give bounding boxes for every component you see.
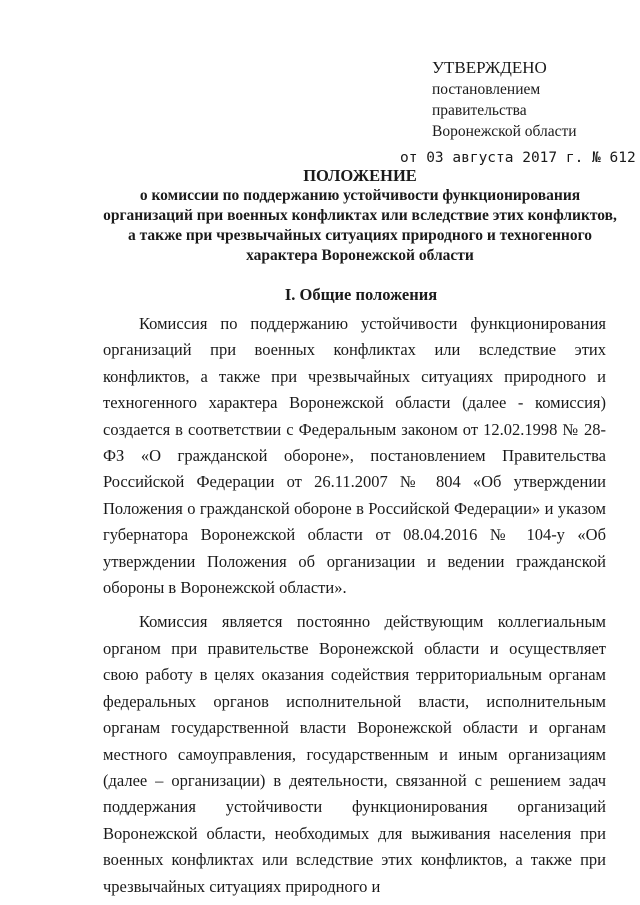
approval-line-2: правительства xyxy=(432,102,527,119)
approval-line-3: Воронежской области xyxy=(432,123,577,140)
approval-heading: УТВЕРЖДЕНО xyxy=(432,58,547,77)
document-title xyxy=(100,166,620,266)
paragraph-1: Комиссия по поддержанию устойчивости функционирования организаций при военных конфликтах или вследствие этих конфликтов, а также при чрезвычайных ситуациях природного и техногенного характера Воронежской области (далее - комиссия) создается в соответствии с Федеральным законом от 12.02.1998 № 28-ФЗ «О гражданской обороне», постановлением Правительства Российской Федерации от 26.11.2007 № 804 «Об утверждении Положения о гражданской обороне в Российской Федерации» и указом губернатора Воронежской области от 08.04.2016 № 104-у «Об утверждении Положения об организации и ведении гражданской обороны в Воронежской области». xyxy=(103,314,606,598)
document-title-subtitle: о комиссии по поддержанию устойчивости функционирования организаций при военных конфликтах или вследствие этих конфликтов, а также при чрезвычайных ситуациях природного и техногенного характера Воронежской области xyxy=(103,187,617,264)
section-heading: I. Общие положения xyxy=(284,285,438,304)
paragraph-2: Комиссия является постоянно действующим коллегиальным органом при правительстве Воронежской области и осуществляет свою работу в целях оказания содействия территориальным органам федеральных органов исполнительной власти, исполнительным органам государственной власти Воронежской области и органам местного самоуправления, государственным и иным организациям (далее – организации) в деятельности, связанной с решением задач поддержания устойчивости функционирования организаций Воронежской области, необходимых для выживания населения при военных конфликтах или вследствие этих конфликтов, а также при чрезвычайных ситуациях природного и xyxy=(103,612,606,896)
document-title-main: ПОЛОЖЕНИЕ xyxy=(303,166,417,185)
body-text xyxy=(103,311,606,900)
approval-line-1: постановлением xyxy=(432,81,541,98)
approval-stamp xyxy=(400,56,636,169)
approval-date-number: от 03 августа 2017 г. № 612 xyxy=(400,150,636,166)
